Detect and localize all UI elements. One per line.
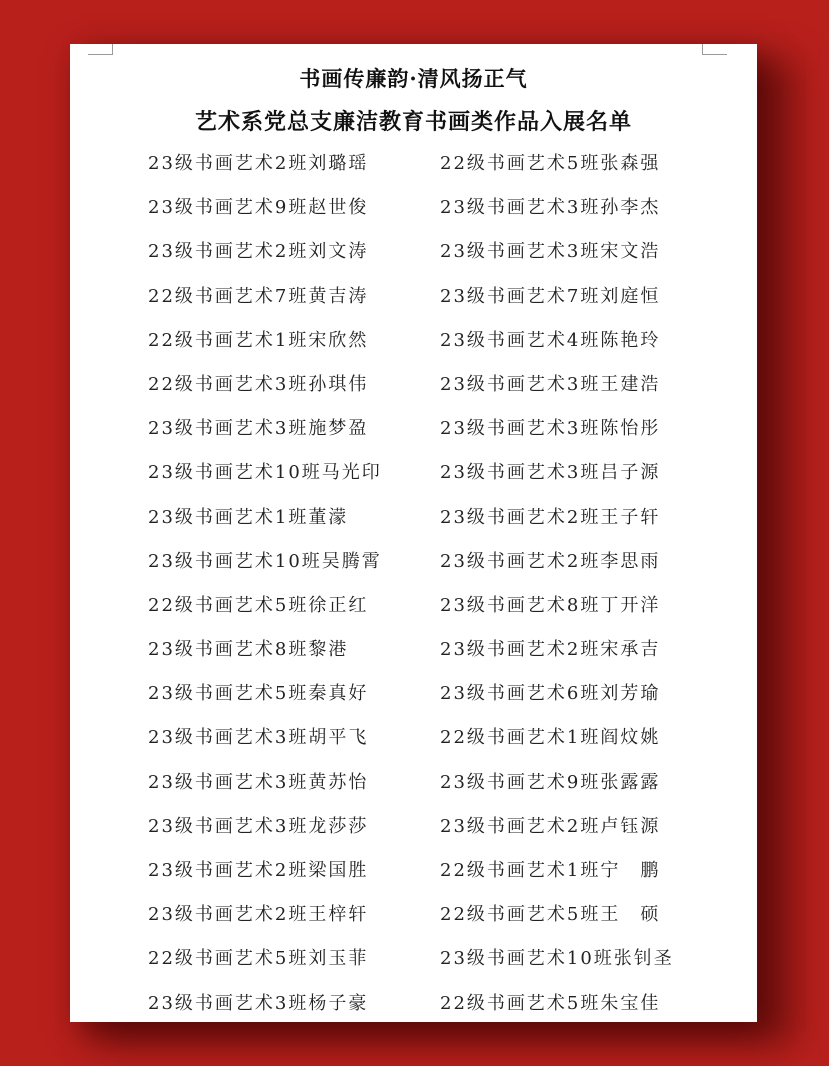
margin-mark-right (702, 44, 727, 55)
list-item (70, 591, 757, 635)
entry-right: 23级书画艺术8班丁开洋 (440, 594, 661, 616)
entry-left: 23级书画艺术3班黄苏怡 (148, 771, 369, 793)
entry-left: 23级书画艺术2班刘璐瑶 (148, 153, 369, 174)
entry-left: 23级书画艺术3班龙莎莎 (148, 815, 369, 837)
entry-left: 23级书画艺术10班马光印 (148, 462, 382, 484)
entry-left: 23级书画艺术3班施梦盈 (148, 418, 369, 440)
entry-left: 22级书画艺术7班黄吉涛 (148, 285, 369, 307)
document-title: 书画传廉韵·清风扬正气 (299, 66, 528, 91)
entry-right: 23级书画艺术2班李思雨 (440, 550, 661, 572)
list-item (70, 193, 757, 237)
margin-mark-left (88, 44, 113, 55)
entry-right: 23级书画艺术10班张钊圣 (440, 948, 674, 970)
list-item (70, 282, 757, 326)
entry-right: 23级书画艺术3班陈怡彤 (440, 418, 661, 440)
document-subtitle: 艺术系党总支廉洁教育书画类作品入展名单 (194, 109, 632, 135)
entry-left: 23级书画艺术9班赵世俊 (148, 197, 369, 219)
entry-right: 23级书画艺术4班陈艳玲 (440, 329, 661, 351)
entry-right: 23级书画艺术2班王子轩 (440, 506, 661, 528)
entry-left: 22级书画艺术5班刘玉菲 (148, 948, 369, 970)
list-item (70, 370, 757, 414)
entry-left: 22级书画艺术5班徐正红 (148, 594, 369, 616)
entry-right: 22级书画艺术5班朱宝佳 (440, 992, 661, 1014)
entry-right: 22级书画艺术5班王 硕 (440, 904, 661, 926)
entry-right: 23级书画艺术3班吕子源 (440, 462, 661, 484)
entry-left: 22级书画艺术3班孙琪伟 (148, 373, 369, 395)
list-item (70, 503, 757, 547)
list-item (70, 723, 757, 767)
list-item (70, 237, 757, 281)
list-item (70, 900, 757, 944)
entry-right: 22级书画艺术1班宁 鹏 (440, 860, 661, 881)
list-item (70, 458, 757, 502)
entry-right: 23级书画艺术7班刘庭恒 (440, 285, 661, 307)
entry-right: 23级书画艺术9班张露露 (440, 771, 661, 793)
list-item (70, 989, 757, 1033)
entry-right: 23级书画艺术2班卢钰源 (440, 815, 661, 837)
list-item (70, 635, 757, 679)
entry-right: 22级书画艺术5班张森强 (440, 153, 661, 174)
entry-right: 23级书画艺术2班宋承吉 (440, 639, 661, 661)
document-page (70, 44, 757, 1022)
list-item (70, 856, 757, 900)
entry-right: 22级书画艺术1班阎炆姚 (440, 727, 661, 749)
list-item (70, 547, 757, 591)
entry-left: 23级书画艺术2班王梓轩 (148, 904, 369, 926)
entry-right: 23级书画艺术3班孙李杰 (440, 197, 661, 219)
entry-left: 23级书画艺术2班刘文涛 (148, 241, 369, 263)
list-item (70, 812, 757, 856)
entry-left: 23级书画艺术1班董濛 (148, 506, 349, 528)
list-item (70, 944, 757, 988)
list-item (70, 149, 757, 193)
entry-left: 23级书画艺术5班秦真好 (148, 683, 369, 705)
entry-left: 23级书画艺术3班胡平飞 (148, 727, 369, 749)
list-item (70, 326, 757, 370)
entry-right: 23级书画艺术3班宋文浩 (440, 241, 661, 263)
entry-left: 23级书画艺术2班梁国胜 (148, 860, 369, 881)
entry-left: 23级书画艺术8班黎港 (148, 639, 349, 661)
entry-left: 22级书画艺术1班宋欣然 (148, 329, 369, 351)
entries-list (70, 149, 757, 1033)
entry-left: 23级书画艺术10班吴腾霄 (148, 550, 382, 572)
list-item (70, 414, 757, 458)
entry-left: 23级书画艺术3班杨子豪 (148, 992, 369, 1014)
list-item (70, 679, 757, 723)
entry-right: 23级书画艺术6班刘芳瑜 (440, 683, 661, 705)
list-item (70, 768, 757, 812)
entry-right: 23级书画艺术3班王建浩 (440, 373, 661, 395)
